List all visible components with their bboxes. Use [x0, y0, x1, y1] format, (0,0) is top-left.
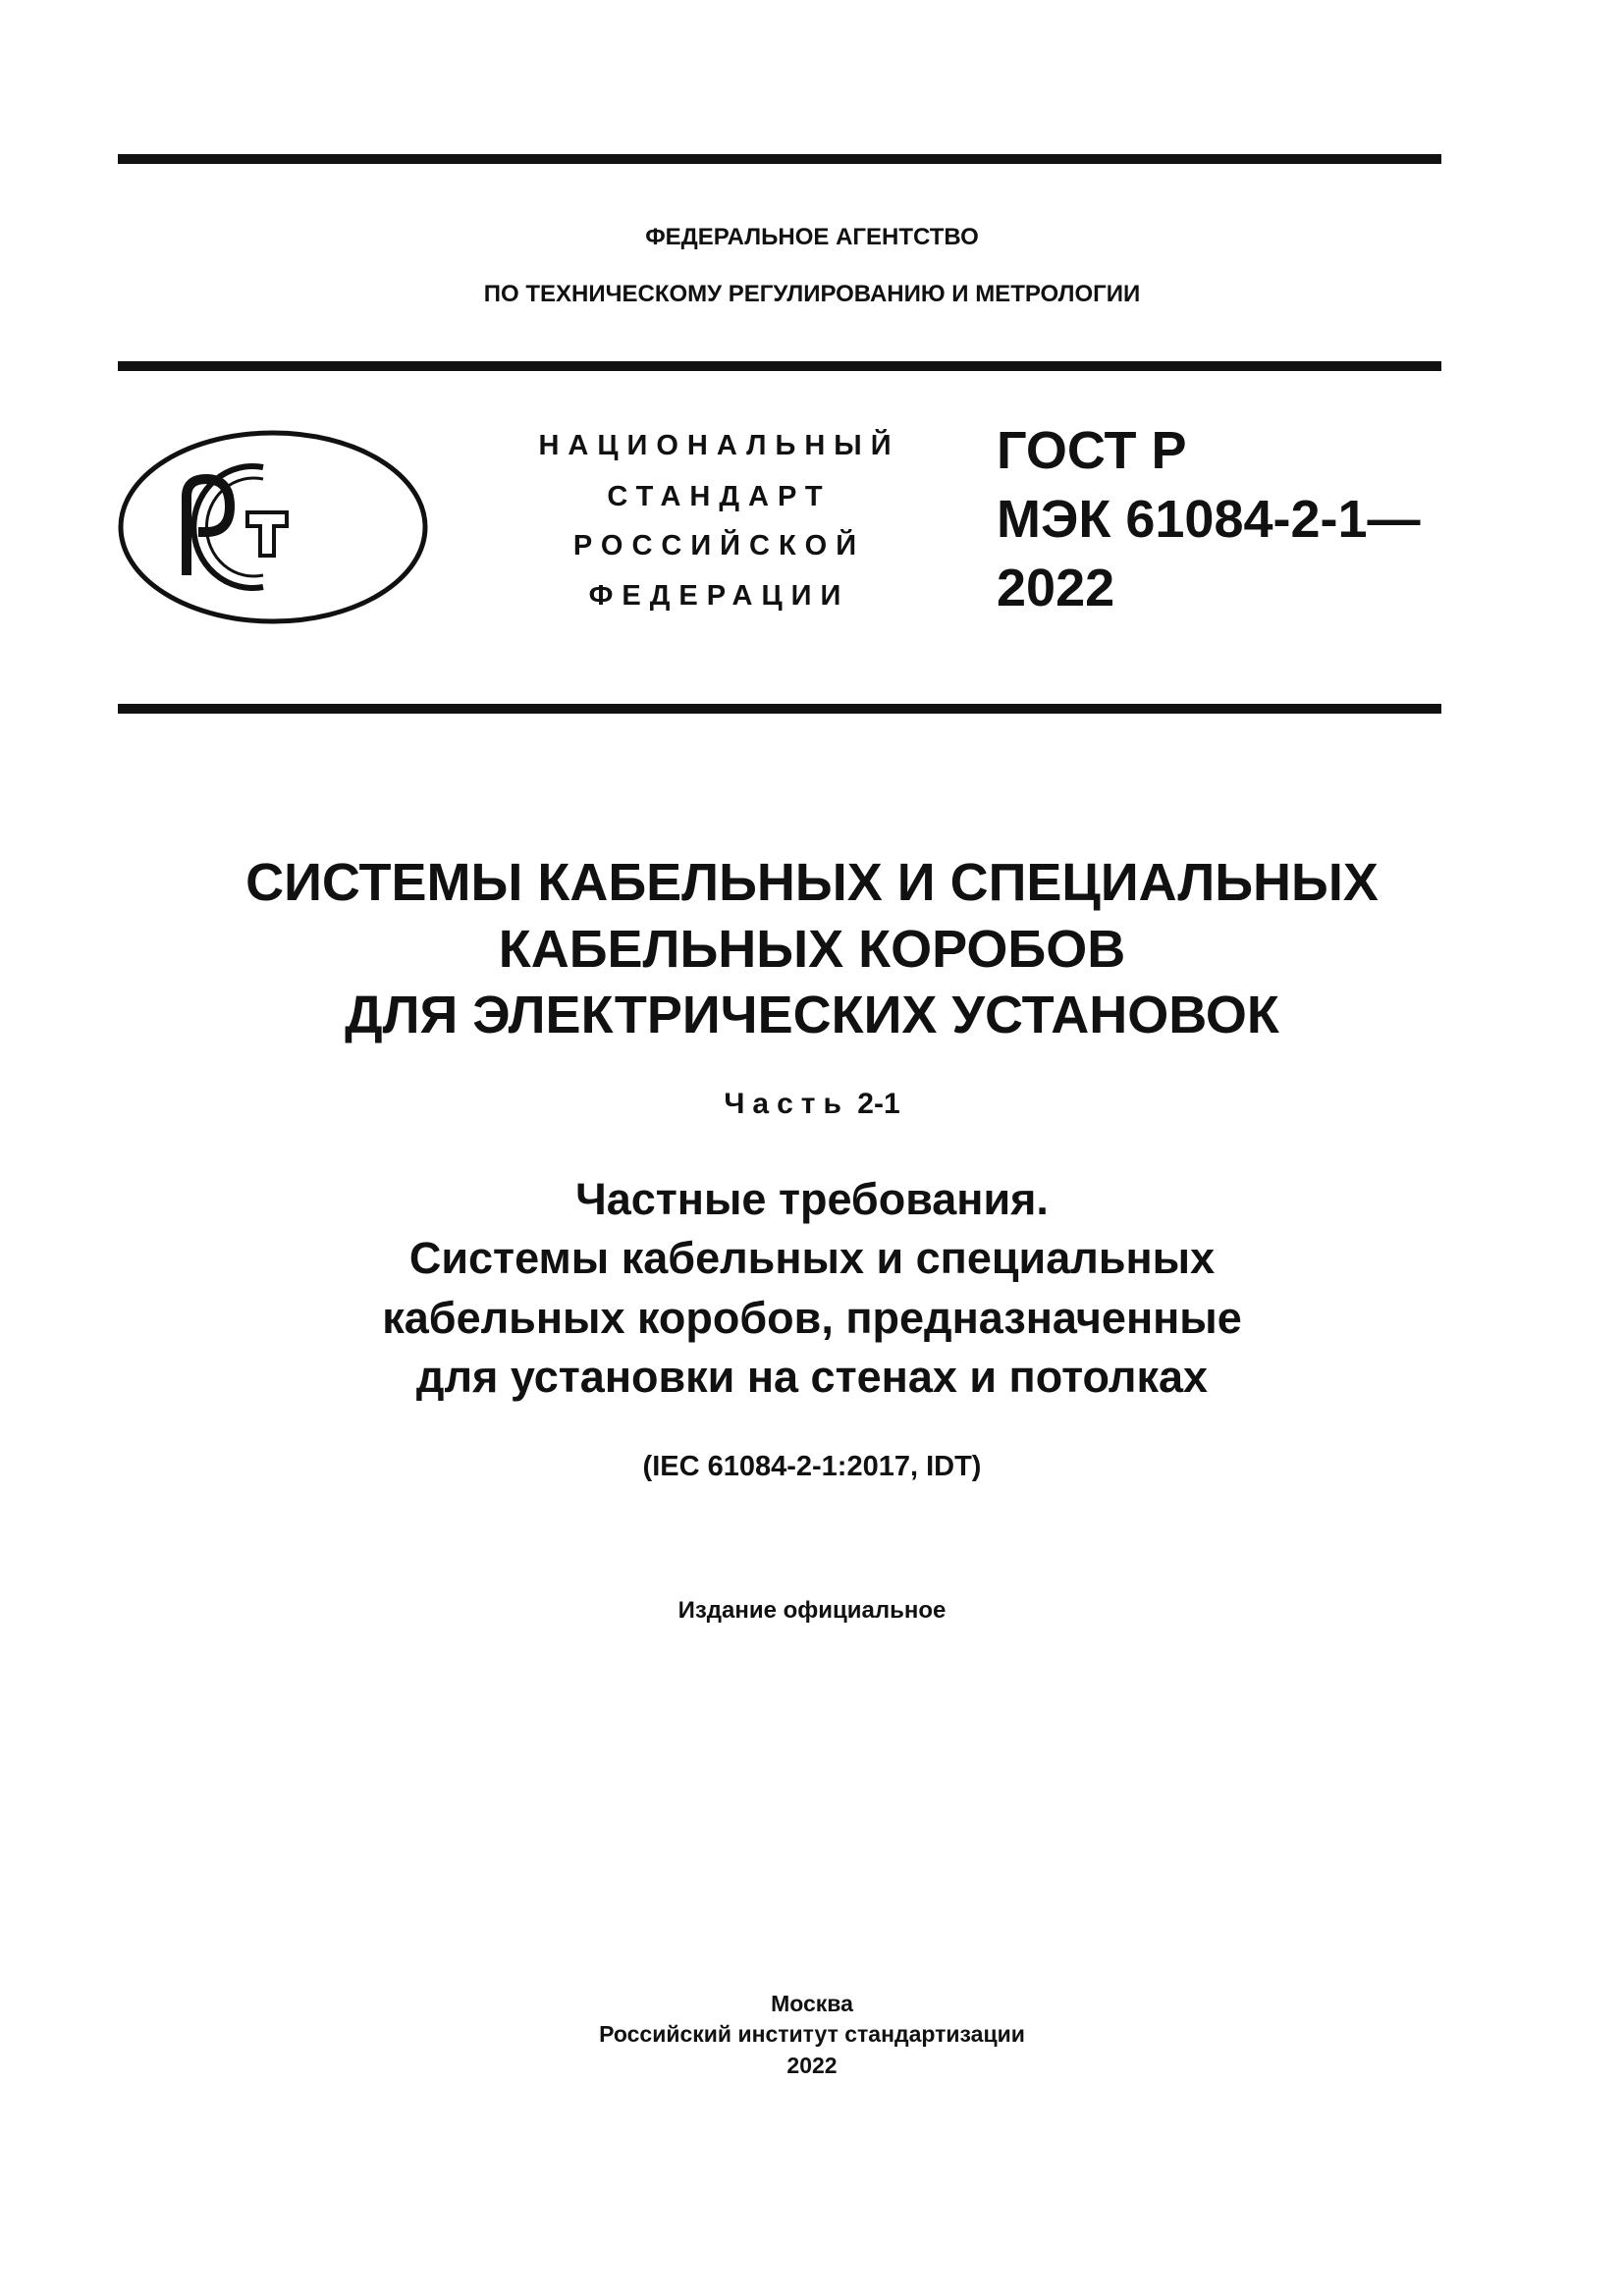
title-line: КАБЕЛЬНЫХ КОРОБОВ	[498, 920, 1126, 979]
designation-line: МЭК 61084-2-1—	[997, 490, 1421, 549]
subtitle-line: Частные требования.	[575, 1174, 1049, 1224]
part-number: 2-1	[857, 1088, 900, 1120]
title-line: СИСТЕМЫ КАБЕЛЬНЫХ И СПЕЦИАЛЬНЫХ	[245, 853, 1379, 912]
part-word: Часть	[724, 1088, 849, 1120]
national-standard-line: РОССИЙСКОЙ	[572, 530, 866, 561]
imprint-publisher: Российский институт стандартизации	[599, 2021, 1025, 2047]
designation-line: ГОСТ Р	[997, 421, 1187, 480]
top-rule	[118, 154, 1441, 164]
imprint-city: Москва	[771, 1991, 853, 2016]
agency-line-1: ФЕДЕРАЛЬНОЕ АГЕНТСТВО	[645, 224, 979, 250]
national-standard-line: ФЕДЕРАЦИИ	[588, 580, 850, 612]
edition: Издание официальное	[677, 1597, 947, 1624]
imprint-year: 2022	[786, 2053, 838, 2078]
subtitle-line: для установки на стенах и потолках	[415, 1352, 1209, 1402]
title-line: ДЛЯ ЭЛЕКТРИЧЕСКИХ УСТАНОВОК	[345, 986, 1279, 1044]
designation-line: 2022	[997, 559, 1115, 617]
subtitle-line: Системы кабельных и специальных	[408, 1233, 1216, 1283]
rst-logo	[116, 428, 430, 626]
reference: (IEC 61084-2-1:2017, IDT)	[642, 1451, 982, 1482]
agency-rule	[118, 361, 1441, 371]
agency-line-2: ПО ТЕХНИЧЕСКОМУ РЕГУЛИРОВАНИЮ И МЕТРОЛОГИИ	[483, 281, 1141, 307]
national-standard-line: НАЦИОНАЛЬНЫЙ	[538, 430, 900, 461]
part-label	[0, 1088, 1624, 1121]
national-standard-line: СТАНДАРТ	[607, 481, 832, 512]
header-bottom-rule	[118, 704, 1441, 714]
subtitle-line: кабельных коробов, предназначенные	[382, 1293, 1242, 1343]
